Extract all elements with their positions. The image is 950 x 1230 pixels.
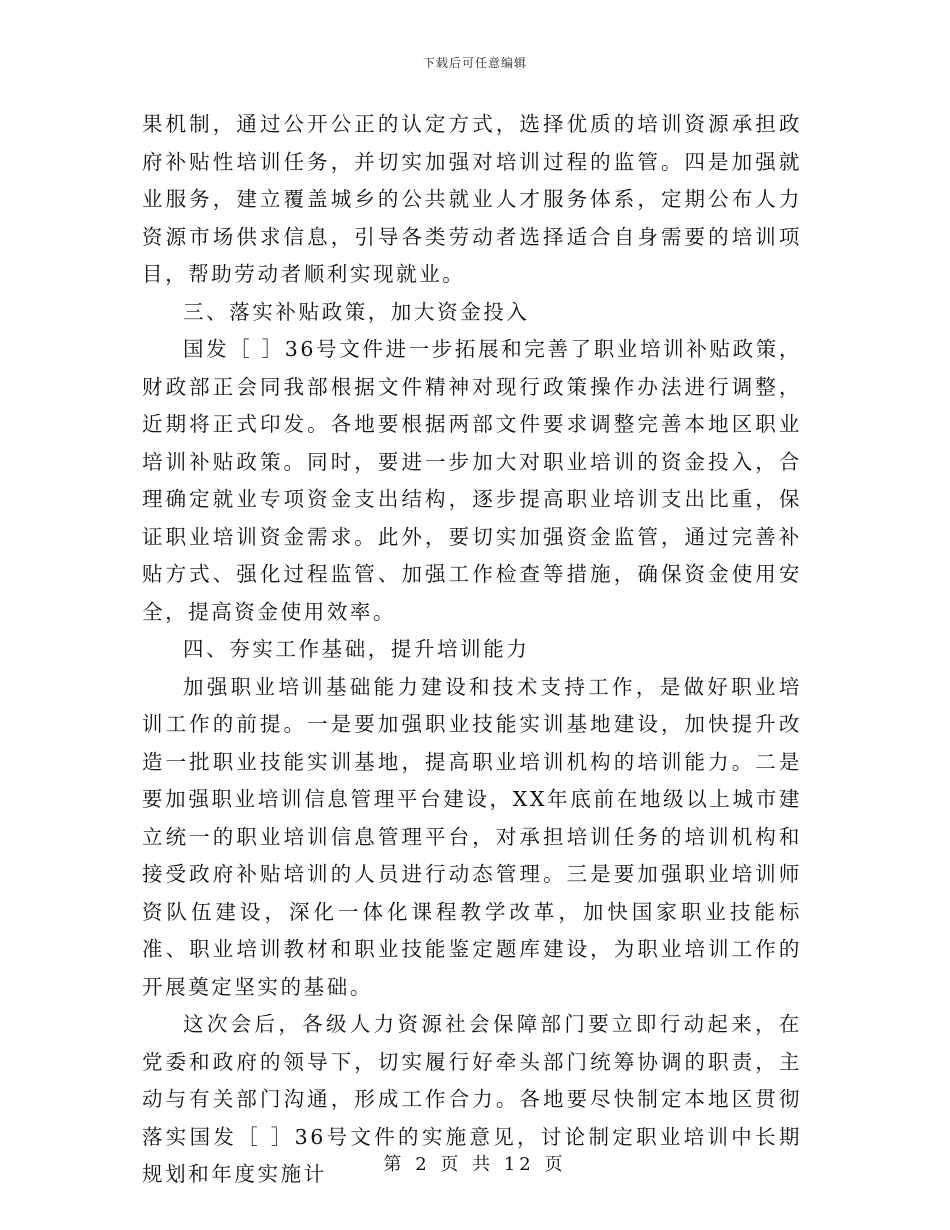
page-number: 第 2 页 共 12 页 — [383, 1154, 567, 1175]
paragraph-subsidy-policy: 国发［ ］36号文件进一步拓展和完善了职业培训补贴政策，财政部正会同我部根据文件精神对现行政策操作办法进行调整，近期将正式印发。各地要根据两部文件要求调整完善本地区职业培训补贴政策。同时，要进一步加大对职业培训的资金投入，合理确定就业专项资金支出结构，逐步提高职业培训支出比重，保证职业培训资金需求。此外，要切实加强资金监管，通过完善补贴方式、强化过程监管、加强工作检查等措施，确保资金使用安全，提高资金使用效率。 — [142, 337, 802, 624]
section-heading-4: 四、夯实工作基础，提升培训能力 — [183, 637, 530, 661]
paragraph-after-meeting: 这次会后，各级人力资源社会保障部门要立即行动起来，在党委和政府的领导下，切实履行好牵头部门统筹协调的职责，主动与有关部门沟通，形成工作合力。各地要尽快制定本地区贯彻落实国发［ ］36号文件的实施意见，讨论制定职业培训中长期规划和年度实施计 — [142, 1012, 802, 1186]
section-heading-3: 三、落实补贴政策，加大资金投入 — [183, 299, 530, 324]
document-body — [142, 106, 802, 1194]
header-note: 下载后可任意编辑 — [422, 56, 527, 70]
paragraph-continuation: 果机制，通过公开公正的认定方式，选择优质的培训资源承担政府补贴性培训任务，并切实加强对培训过程的监管。四是加强就业服务，建立覆盖城乡的公共就业人才服务体系，定期公布人力资源市场供求信息，引导各类劳动者选择适合自身需要的培训项目，帮助劳动者顺利实现就业。 — [142, 112, 802, 286]
paragraph-training-capacity: 加强职业培训基础能力建设和技术支持工作，是做好职业培训工作的前提。一是要加强职业技能实训基地建设，加快提升改造一批职业技能实训基地，提高职业培训机构的培训能力。二是要加强职业培训信息管理平台建设，XX年底前在地级以上城市建立统一的职业培训信息管理平台，对承担培训任务的培训机构和接受政府补贴培训的人员进行动态管理。三是要加强职业培训师资队伍建设，深化一体化课程教学改革，加快国家职业技能标准、职业培训教材和职业技能鉴定题库建设，为职业培训工作的开展奠定坚实的基础。 — [142, 674, 802, 999]
